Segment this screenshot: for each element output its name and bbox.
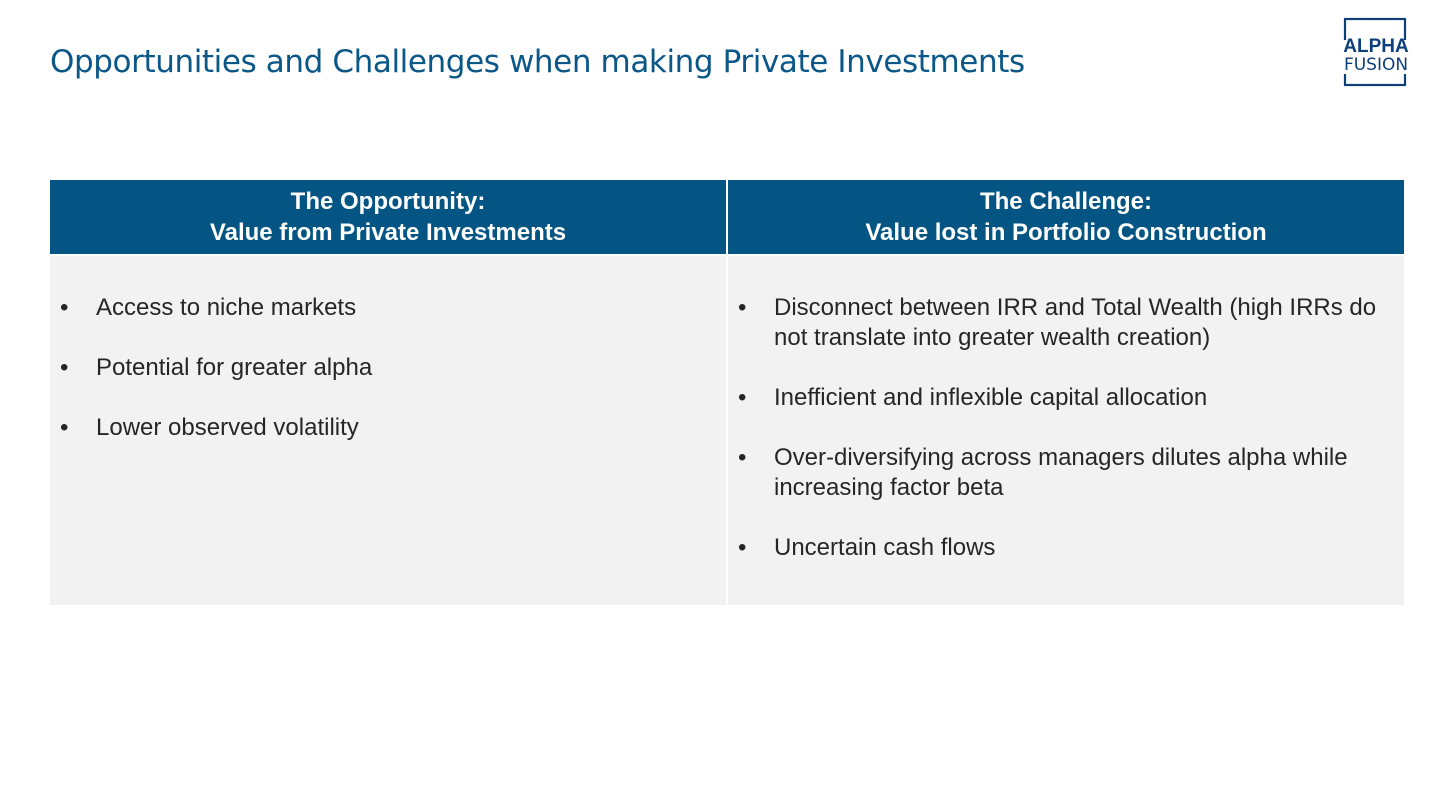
bullet-icon: • xyxy=(738,384,747,411)
bullet-icon: • xyxy=(738,534,747,561)
list-item xyxy=(50,293,726,323)
logo-line2: FUSION xyxy=(1343,55,1409,75)
opportunity-list xyxy=(50,293,726,443)
opportunity-header-title: The Opportunity: xyxy=(290,188,486,215)
opportunity-header-subtitle: Value from Private Investments xyxy=(209,219,567,246)
list-item xyxy=(728,383,1404,413)
challenge-header-subtitle: Value lost in Portfolio Construction xyxy=(865,219,1267,246)
list-item xyxy=(728,293,1404,353)
opportunity-body xyxy=(50,256,726,605)
bullet-text: Inefficient and inflexible capital allocation xyxy=(774,384,1208,411)
challenge-list xyxy=(728,293,1404,563)
bullet-icon: • xyxy=(738,294,747,321)
bullet-icon: • xyxy=(60,414,69,441)
bullet-text: Lower observed volatility xyxy=(96,414,359,441)
challenge-header xyxy=(728,180,1404,256)
bullet-icon: • xyxy=(738,444,747,471)
bullet-icon: • xyxy=(60,294,69,321)
bullet-text: Uncertain cash flows xyxy=(774,534,996,561)
comparison-table xyxy=(50,180,1404,605)
bullet-icon: • xyxy=(60,354,69,381)
list-item xyxy=(728,533,1404,563)
bullet-text: Disconnect between IRR and Total Wealth (high IRRs do not translate into greater wealth creation) xyxy=(774,294,1377,351)
bullet-text: Over-diversifying across managers dilutes alpha while increasing factor beta xyxy=(774,444,1348,501)
alpha-fusion-logo xyxy=(1333,16,1419,88)
list-item xyxy=(50,353,726,383)
logo-line1: ALPHA xyxy=(1343,36,1409,57)
list-item xyxy=(50,413,726,443)
page-title: Opportunities and Challenges when making Private Investments xyxy=(50,44,1025,80)
bullet-text: Potential for greater alpha xyxy=(96,354,373,381)
challenge-header-title: The Challenge: xyxy=(979,188,1153,215)
challenge-body xyxy=(728,256,1404,605)
bullet-text: Access to niche markets xyxy=(96,294,357,321)
opportunity-header xyxy=(50,180,726,256)
list-item xyxy=(728,443,1404,503)
